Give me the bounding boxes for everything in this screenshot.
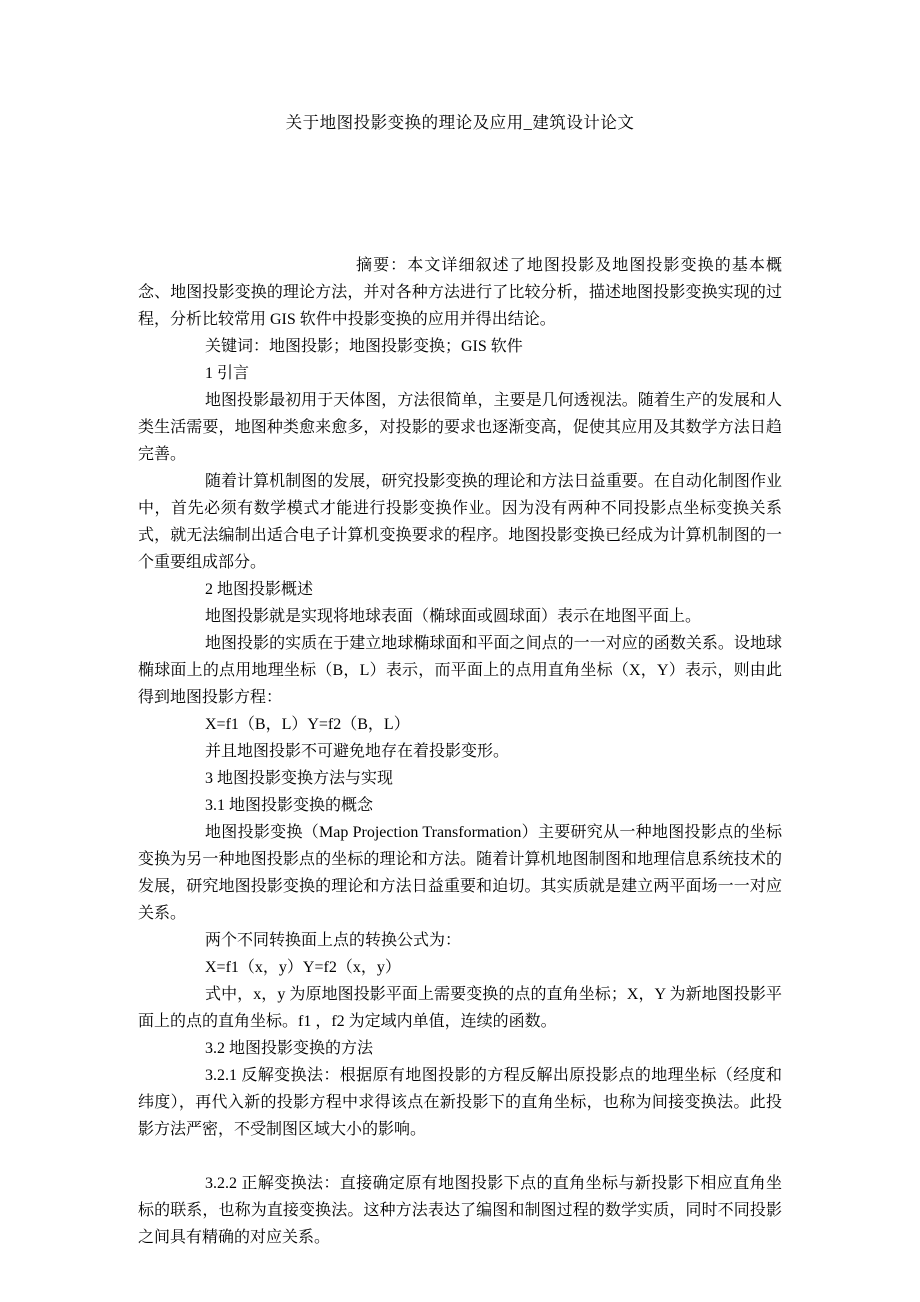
paragraph: X=f1（x，y）Y=f2（x，y） [205, 959, 401, 976]
paragraph: 关键词：地图投影；地图投影变换；GIS 软件 [205, 338, 523, 355]
paragraph: 地图投影最初用于天体图，方法很简单，主要是几何透视法。随着生产的发展和人类生活需要，地图种类愈来愈多，对投影的要求也逐渐变高，促使其应用及其数学方法日趋完善。 [138, 392, 782, 463]
paragraph: 3.2 地图投影变换的方法 [205, 1040, 374, 1057]
paragraph: 2 地图投影概述 [205, 581, 314, 598]
paragraph: 地图投影的实质在于建立地球椭球面和平面之间点的一一对应的函数关系。设地球椭球面上的点用地理坐标（B，L）表示，而平面上的点用直角坐标（X，Y）表示，则由此得到地图投影方程： [138, 635, 782, 706]
document-title: 关于地图投影变换的理论及应用_建筑设计论文 [285, 113, 635, 132]
paragraph: 1 引言 [205, 365, 250, 382]
paragraph: 地图投影变换（Map Projection Transformation）主要研究从一种地图投影点的坐标变换为另一种地图投影点的坐标的理论和方法。随着计算机地图制图和地理信息系统技术的发展，研究地图投影变换的理论和方法日益重要和迫切。其实质就是建立两平面场一一对应关系。 [138, 824, 782, 922]
paragraph: 3.2.1 反解变换法：根据原有地图投影的方程反解出原投影点的地理坐标（经度和纬度），再代入新的投影方程中求得该点在新投影下的直角坐标，也称为间接变换法。此投影方法严密，不受制图区域大小的影响。 [138, 1067, 782, 1138]
paragraph: 地图投影就是实现将地球表面（椭球面或圆球面）表示在地图平面上。 [205, 608, 702, 625]
paragraph: 两个不同转换面上点的转换公式为： [205, 932, 462, 949]
paragraph: 随着计算机制图的发展，研究投影变换的理论和方法日益重要。在自动化制图作业中，首先必须有数学模式才能进行投影变换作业。因为没有两种不同投影点坐标变换关系式，就无法编制出适合电子计算机变换要求的程序。地图投影变换已经成为计算机制图的一个重要组成部分。 [138, 473, 782, 571]
document-body [138, 252, 782, 1251]
paragraph: 摘要：本文详细叙述了地图投影及地图投影变换的基本概念、地图投影变换的理论方法，并对各种方法进行了比较分析，描述地图投影变换实现的过程，分析比较常用 GIS 软件中投影变换的应用并得出结论。 [138, 257, 782, 328]
paragraph: 并且地图投影不可避免地存在着投影变形。 [205, 743, 510, 760]
paragraph: 3 地图投影变换方法与实现 [205, 770, 394, 787]
paragraph: X=f1（B，L）Y=f2（B，L） [205, 716, 410, 733]
paragraph: 3.1 地图投影变换的概念 [205, 797, 374, 814]
paragraph: 3.2.2 正解变换法：直接确定原有地图投影下点的直角坐标与新投影下相应直角坐标的联系，也称为直接变换法。这种方法表达了编图和制图过程的数学实质，同时不同投影之间具有精确的对应关系。 [138, 1175, 782, 1246]
paragraph: 式中，x，y 为原地图投影平面上需要变换的点的直角坐标；X，Y 为新地图投影平面上的点的直角坐标。f1 ，f2 为定域内单值，连续的函数。 [138, 986, 782, 1030]
